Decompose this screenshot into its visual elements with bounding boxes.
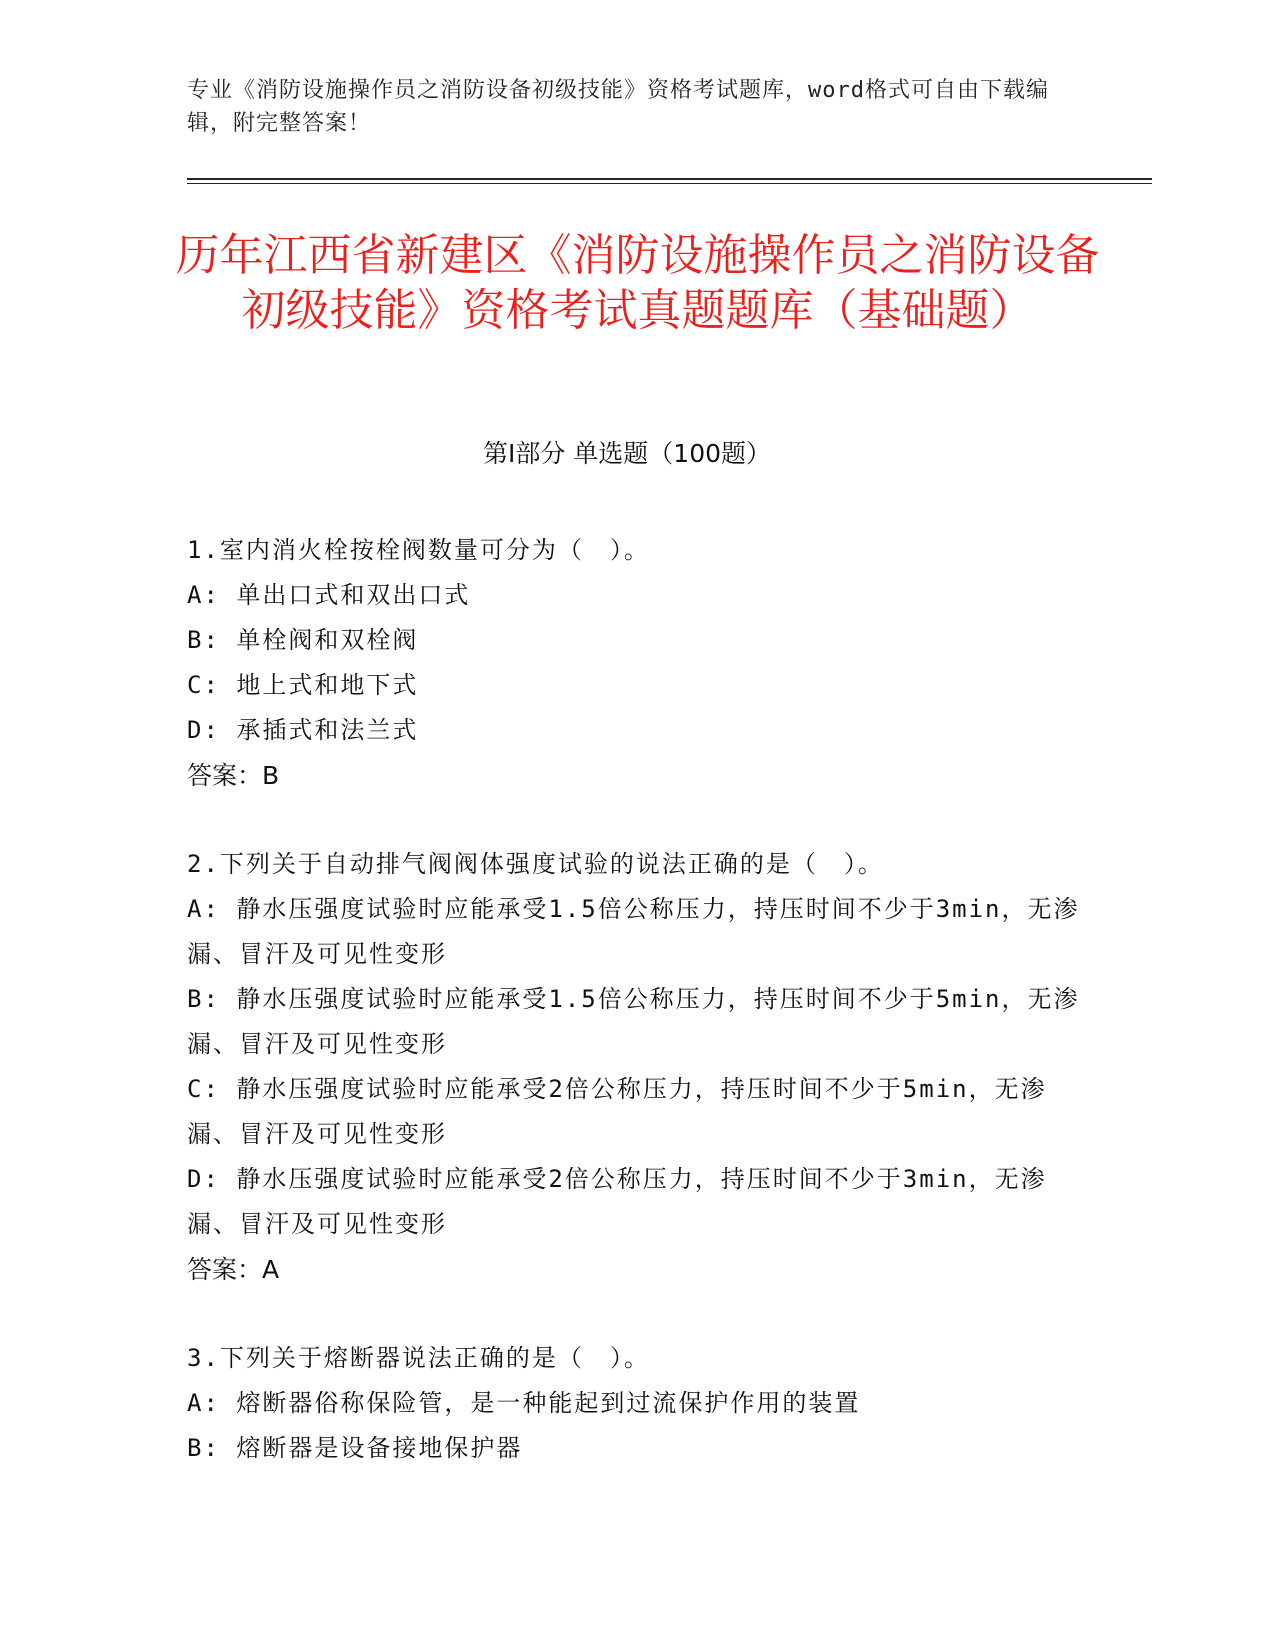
option-b: B: 熔断器是设备接地保护器 bbox=[187, 1434, 523, 1462]
question-2 bbox=[187, 842, 1087, 1292]
header-divider-thin bbox=[187, 183, 1152, 184]
question-list bbox=[187, 528, 1087, 1515]
question-stem: 1.室内消火栓按栓阀数量可分为（ ）。 bbox=[187, 536, 650, 564]
question-3 bbox=[187, 1336, 1087, 1471]
option-a: A: 熔断器俗称保险管，是一种能起到过流保护作用的装置 bbox=[187, 1389, 861, 1417]
page-title: 历年江西省新建区《消防设施操作员之消防设备初级技能》资格考试真题题库（基础题） bbox=[175, 230, 1100, 336]
option-c: C: 地上式和地下式 bbox=[187, 671, 419, 699]
option-b: B: 静水压强度试验时应能承受1.5倍公称压力，持压时间不少于5min，无渗漏、冒汗及可见性变形 bbox=[187, 985, 1080, 1058]
question-1 bbox=[187, 528, 1087, 798]
option-a: A: 静水压强度试验时应能承受1.5倍公称压力，持压时间不少于3min，无渗漏、冒汗及可见性变形 bbox=[187, 895, 1080, 968]
option-c: C: 静水压强度试验时应能承受2倍公称压力，持压时间不少于5min，无渗漏、冒汗及可见性变形 bbox=[187, 1075, 1047, 1148]
header-note: 专业《消防设施操作员之消防设备初级技能》资格考试题库，word格式可自由下载编辑，附完整答案！ bbox=[187, 78, 1049, 136]
option-d: D: 静水压强度试验时应能承受2倍公称压力，持压时间不少于3min，无渗漏、冒汗及可见性变形 bbox=[187, 1165, 1047, 1238]
answer: 答案：B bbox=[187, 761, 280, 790]
header-divider bbox=[187, 178, 1152, 180]
section-title: 第I部分 单选题（100题） bbox=[482, 439, 772, 468]
option-d: D: 承插式和法兰式 bbox=[187, 716, 419, 744]
question-stem: 2.下列关于自动排气阀阀体强度试验的说法正确的是（ ）。 bbox=[187, 850, 884, 878]
answer: 答案：A bbox=[187, 1255, 280, 1284]
question-stem: 3.下列关于熔断器说法正确的是（ ）。 bbox=[187, 1344, 650, 1372]
option-b: B: 单栓阀和双栓阀 bbox=[187, 626, 419, 654]
option-a: A: 单出口式和双出口式 bbox=[187, 581, 471, 609]
